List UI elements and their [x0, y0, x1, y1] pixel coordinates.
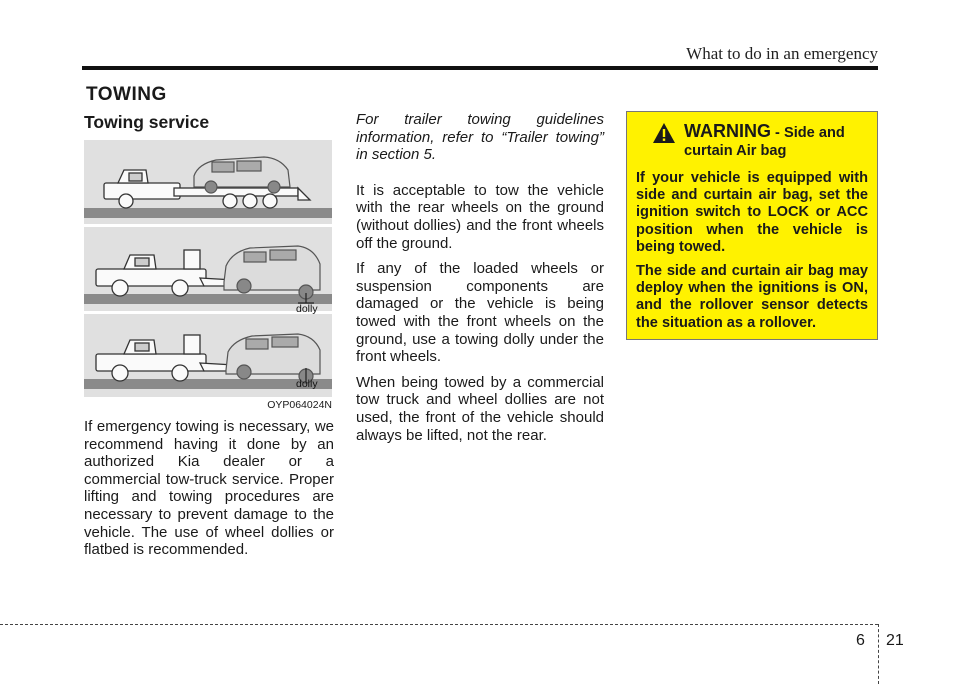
left-column	[84, 418, 334, 567]
towing-illustration	[84, 140, 332, 411]
warning-subtitle: - Side and curtain Air bag	[684, 125, 845, 159]
footer-rule	[0, 624, 878, 625]
header-rule	[82, 66, 878, 70]
warning-title	[684, 122, 868, 160]
middle-paragraph-2: If any of the loaded wheels or suspension components are damaged or the vehicle is being towed with the front wheels on the ground, use a towing dolly under the front wheels.	[356, 260, 604, 366]
warning-box	[626, 111, 878, 340]
trailer-towing-note: For trailer towing guidelines information, refer to “Trailer towing” in section 5.	[356, 111, 604, 164]
header-title: What to do in an emergency	[686, 44, 878, 63]
section-title: TOWING	[86, 84, 167, 105]
ground-1	[84, 208, 332, 218]
warning-triangle-icon	[652, 122, 676, 144]
chapter-number: 6	[856, 632, 865, 649]
page-number: 21	[886, 632, 904, 649]
middle-column	[356, 111, 604, 452]
warning-word: WARNING	[684, 121, 771, 141]
left-paragraph: If emergency towing is necessary, we recommend having it done by an authorized Kia dealer or a commercial tow-truck service. Proper lifting and towing procedures are necessary to prevent damage to the vehicle. The use of wheel dollies or flatbed is recommended.	[84, 418, 334, 559]
figure-code: OYP064024N	[267, 399, 332, 411]
warning-paragraph-1: If your vehicle is equipped with side and curtain air bag, set the ignition switch to LOCK or ACC position when the vehicle is being towed.	[636, 170, 868, 255]
middle-paragraph-3: When being towed by a commercial tow truck and wheel dollies are not used, the front of the vehicle should always be lifted, not the rear.	[356, 373, 604, 444]
dolly-label-1: dolly	[296, 303, 318, 315]
middle-paragraph-1: It is acceptable to tow the vehicle with the rear wheels on the ground (without dollies) and the front wheels off the ground.	[356, 181, 604, 252]
footer-divider	[878, 624, 879, 684]
dolly-label-2: dolly	[296, 378, 318, 390]
towing-illustration-svg	[84, 140, 332, 397]
warning-header	[636, 122, 868, 160]
subheading-towing-service: Towing service	[84, 112, 210, 132]
warning-paragraph-2: The side and curtain air bag may deploy when the ignitions is ON, and the rollover sensor detects the situation as a rollover.	[636, 263, 868, 331]
